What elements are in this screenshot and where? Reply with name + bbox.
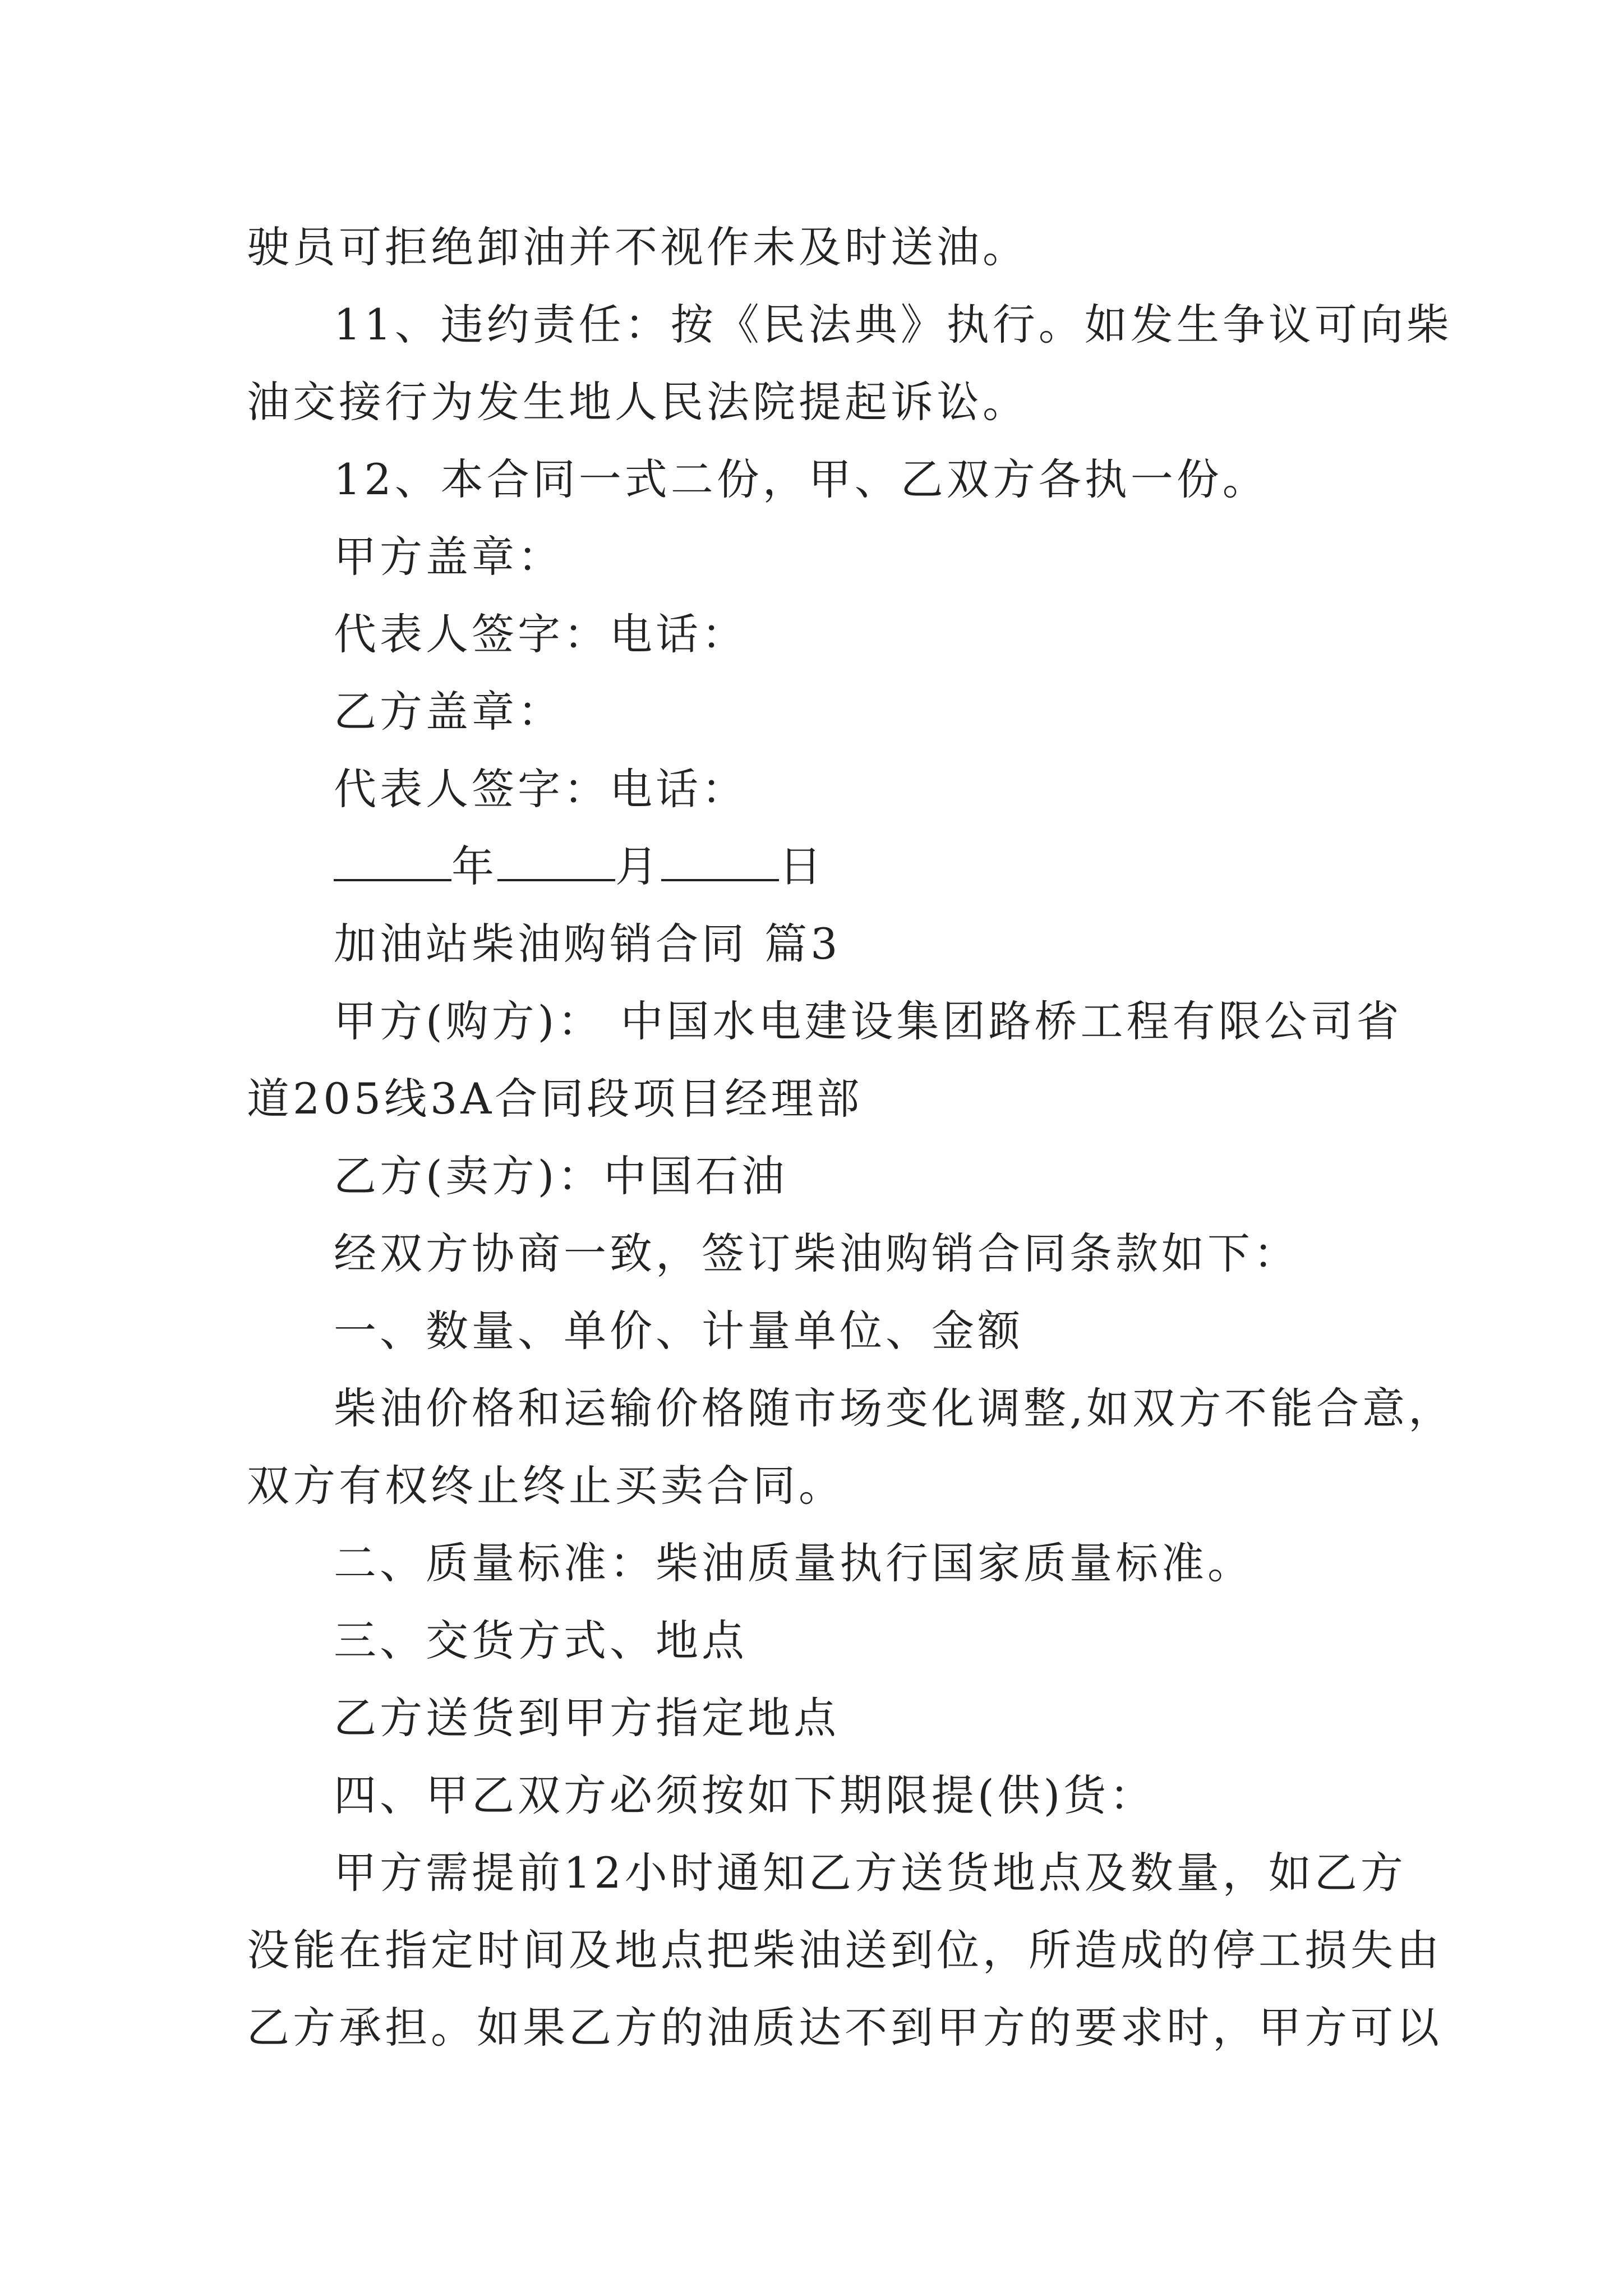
party-a-signature-label: 代表人签字：电话： bbox=[334, 609, 748, 659]
clause-2-heading: 二、质量标准：柴油质量执行国家质量标准。 bbox=[334, 1538, 1253, 1588]
party-b-seal-label: 乙方盖章： bbox=[334, 687, 564, 737]
date-line bbox=[247, 828, 1391, 905]
buyer-line: 甲方(购方)： 中国水电建设集团路桥工程有限公司省 bbox=[334, 996, 1403, 1046]
section-heading: 加油站柴油购销合同 篇3 bbox=[334, 919, 841, 969]
text-line: 驶员可拒绝卸油并不视作未及时送油。 bbox=[247, 222, 1029, 272]
clause-11-line: 11、违约责任：按《民法典》执行。如发生争议可向柴 bbox=[334, 300, 1453, 349]
clause-4-heading: 四、甲乙双方必须按如下期限提(供)货： bbox=[334, 1770, 1156, 1820]
text-line: 乙方送货到甲方指定地点 bbox=[334, 1693, 840, 1743]
party-b-signature-label: 代表人签字：电话： bbox=[334, 764, 748, 814]
text-line: 没能在指定时间及地点把柴油送到位，所造成的停工损失由 bbox=[247, 1925, 1442, 1975]
seller-line: 乙方(卖方)：中国石油 bbox=[334, 1151, 788, 1201]
document-body bbox=[247, 209, 1455, 2067]
clause-3-heading: 三、交货方式、地点 bbox=[334, 1616, 748, 1665]
text-line: 道205线3A合同段项目经理部 bbox=[247, 1074, 863, 1124]
year-label: 年 bbox=[451, 841, 497, 891]
text-line: 油交接行为发生地人民法院提起诉讼。 bbox=[247, 377, 1029, 427]
party-a-seal-label: 甲方盖章： bbox=[334, 532, 564, 582]
day-blank bbox=[661, 835, 779, 881]
text-line: 柴油价格和运输价格随市场变化调整,如双方不能合意， bbox=[334, 1383, 1455, 1433]
month-label: 月 bbox=[615, 841, 661, 891]
text-line: 经双方协商一致，签订柴油购销合同条款如下： bbox=[334, 1228, 1299, 1278]
text-line: 乙方承担。如果乙方的油质达不到甲方的要求时，甲方可以 bbox=[247, 2003, 1442, 2053]
month-blank bbox=[497, 835, 615, 881]
clause-1-heading: 一、数量、单价、计量单位、金额 bbox=[334, 1306, 1023, 1356]
year-blank bbox=[334, 835, 451, 881]
text-line: 甲方需提前12小时通知乙方送货地点及数量，如乙方 bbox=[334, 1848, 1407, 1898]
day-label: 日 bbox=[779, 841, 825, 891]
clause-12-line: 12、本合同一式二份，甲、乙双方各执一份。 bbox=[334, 454, 1269, 504]
text-line: 双方有权终止终止买卖合同。 bbox=[247, 1461, 845, 1511]
